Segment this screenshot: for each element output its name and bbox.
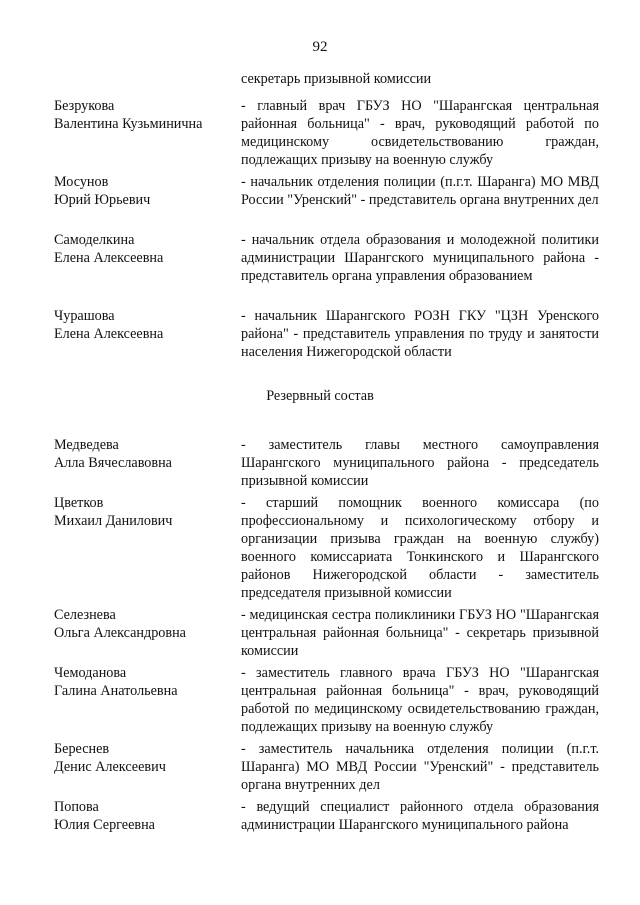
member-surname: Селезнева (54, 607, 116, 623)
member-given-names: Юлия Сергеевна (54, 817, 155, 833)
member-surname: Цветков (54, 495, 104, 511)
member-given-names: Елена Алексеевна (54, 326, 164, 342)
member-role: - старший помощник военного комиссара (по профессиональному и психологическому отбору и организации призыва граждан на военную службу) военного комиссариата Тонкинского и Шарангского районов Нижегородской области - заместитель председателя призывной комиссии (241, 495, 599, 601)
member-role: - главный врач ГБУЗ НО "Шарангская центральная районная больница" - врач, руководящий работой по медицинскому освидетельствованию граждан, подлежащих призыву на военную службу (241, 98, 599, 168)
member-given-names: Ольга Александровна (54, 625, 186, 641)
member-surname: Чурашова (54, 308, 115, 324)
member-name (54, 231, 234, 267)
member-name (54, 740, 234, 776)
continued-description: секретарь призывной комиссии (241, 71, 432, 87)
member-surname: Безрукова (54, 98, 115, 114)
member-surname: Попова (54, 799, 99, 815)
member-role: - заместитель начальника отделения полиции (п.г.т. Шаранга) МО МВД России "Уренский" - представитель органа внутренних дел (241, 741, 599, 793)
member-surname: Мосунов (54, 174, 109, 190)
member-given-names: Валентина Кузьминична (54, 116, 203, 132)
member-surname: Береснев (54, 741, 110, 757)
member-name (54, 173, 234, 209)
member-given-names: Галина Анатольевна (54, 683, 178, 699)
member-surname: Медведева (54, 437, 119, 453)
member-name (54, 798, 234, 834)
member-given-names: Елена Алексеевна (54, 250, 164, 266)
member-surname: Самоделкина (54, 232, 135, 248)
member-given-names: Алла Вячеславовна (54, 455, 172, 471)
member-role: - ведущий специалист районного отдела образования администрации Шарангского муниципального района (241, 799, 599, 833)
member-name (54, 307, 234, 343)
reserve-section-title: Резервный состав (266, 388, 374, 404)
page-number: 92 (312, 39, 328, 55)
member-role: - медицинская сестра поликлиники ГБУЗ НО "Шарангская центральная районная больница" - секретарь призывной комиссии (241, 607, 599, 659)
member-role: - начальник отдела образования и молодежной политики администрации Шарангского муниципального района - представитель органа управления образованием (241, 232, 599, 284)
member-given-names: Михаил Данилович (54, 513, 173, 529)
member-name (54, 606, 234, 642)
member-given-names: Денис Алексеевич (54, 759, 166, 775)
member-name (54, 494, 234, 530)
member-role: - заместитель главы местного самоуправления Шарангского муниципального района - председатель призывной комиссии (241, 437, 599, 489)
member-role: - начальник отделения полиции (п.г.т. Шаранга) МО МВД России "Уренский" - представитель органа внутренних дел (241, 174, 599, 208)
member-name (54, 436, 234, 472)
member-role: - начальник Шарангского РОЗН ГКУ "ЦЗН Уренского района" - представитель управления по труду и занятости населения Нижегородской области (241, 308, 599, 360)
member-name (54, 97, 234, 133)
member-surname: Чемоданова (54, 665, 127, 681)
member-role: - заместитель главного врача ГБУЗ НО "Шарангская центральная районная больница" - врач, руководящий работой по медицинскому освидетельствованию граждан, подлежащих призыву на военную службу (241, 665, 599, 735)
member-name (54, 664, 234, 700)
member-given-names: Юрий Юрьевич (54, 192, 151, 208)
